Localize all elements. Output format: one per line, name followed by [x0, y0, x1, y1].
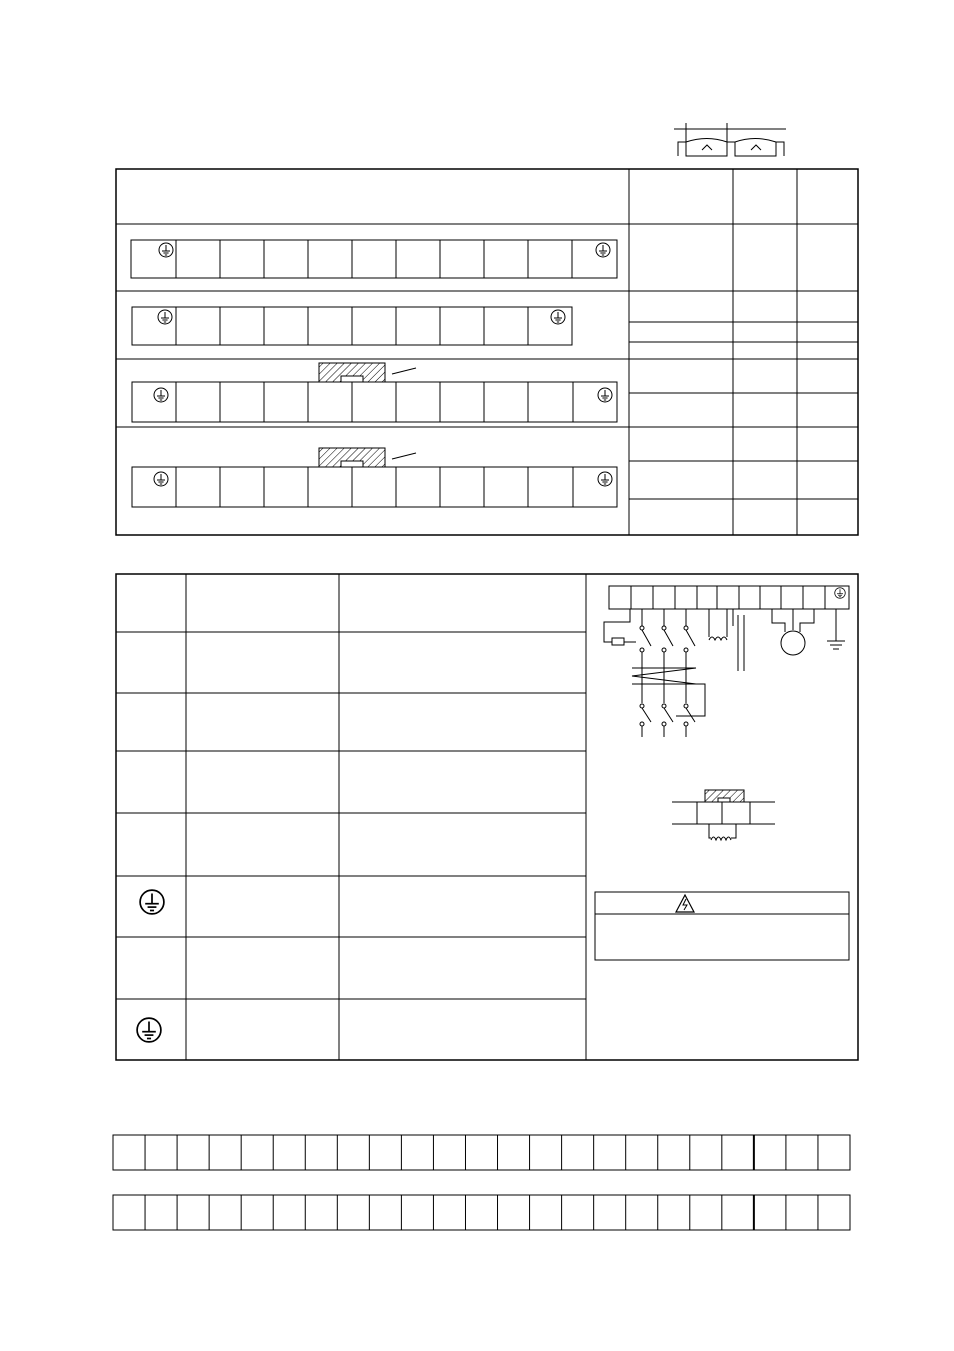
- terminal-description-table: [116, 574, 858, 1060]
- ground-icon: [551, 310, 565, 324]
- terminal-strip-3: [132, 363, 617, 422]
- jumper-detail: [672, 790, 775, 840]
- inductor-coil-icon: [709, 637, 727, 640]
- terminal-strip-4: [132, 448, 617, 507]
- ground-icon: [158, 310, 172, 324]
- warning-box: [595, 892, 849, 960]
- wiring-schematic: [604, 586, 849, 737]
- ground-icon: [598, 388, 612, 402]
- ground-icon: [596, 243, 610, 257]
- bottom-terminal-row-1: [113, 1135, 850, 1170]
- inductor-coil-icon: [711, 837, 731, 840]
- ground-icon: [835, 588, 846, 599]
- terminal-strip-1: [131, 240, 617, 278]
- ground-icon: [159, 243, 173, 257]
- ground-icon: [137, 1018, 161, 1042]
- motor-circle-icon: [781, 631, 805, 655]
- ground-icon: [598, 472, 612, 486]
- bottom-terminal-row-2: [113, 1195, 850, 1230]
- ground-icon: [154, 472, 168, 486]
- ground-icon: [140, 890, 164, 914]
- terminal-strip-table: [116, 169, 858, 535]
- terminal-dimension-sketch: [674, 123, 786, 156]
- terminal-strip-2: [132, 307, 572, 345]
- electric-shock-warning-icon: [676, 895, 694, 912]
- ground-icon: [154, 388, 168, 402]
